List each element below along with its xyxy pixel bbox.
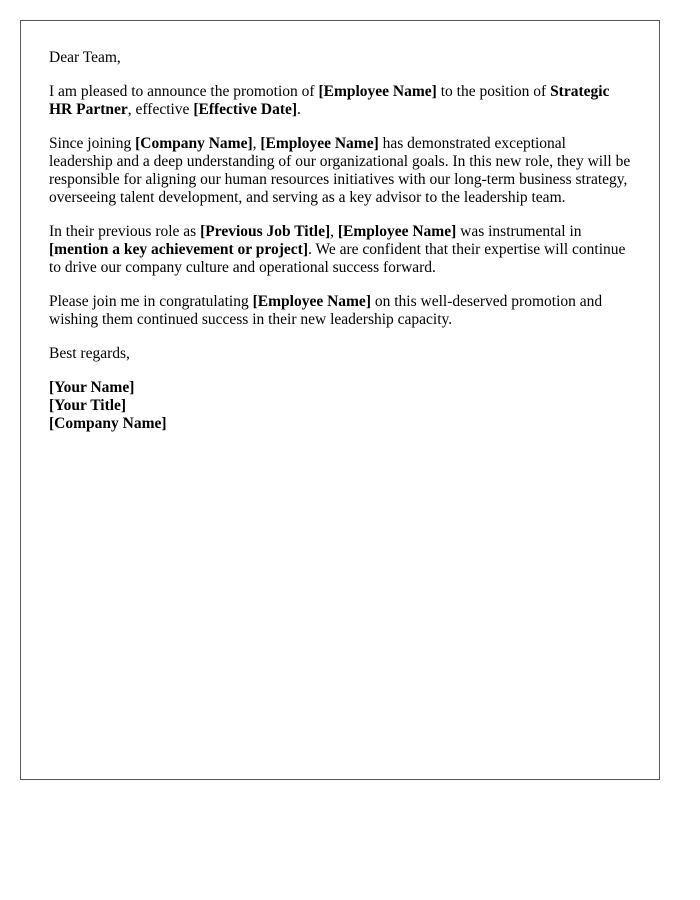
signature-block — [49, 379, 631, 433]
congrats-text-2: on this well-deserved promotion and wishing them continued success in their new leadership capacity. — [49, 293, 603, 328]
announcement-text-1: I am pleased to announce the promotion of — [49, 83, 319, 100]
paragraph-announcement — [49, 83, 631, 119]
previous-text-4: . We are confident that their expertise will continue to drive our company culture and operational success forward. — [49, 241, 626, 276]
effective-date-placeholder: [Effective Date] — [193, 101, 298, 118]
previous-text-1: In their previous role as — [49, 223, 201, 240]
announcement-text-4: . — [297, 101, 301, 118]
congrats-text-1: Please join me in congratulating — [49, 293, 253, 310]
signature-name: [Your Name] — [49, 379, 135, 396]
role-text-3: has demonstrated exceptional leadership and a deep understanding of our organizational goals. In this new role, they will be responsible for aligning our human resources initiatives with our long-term business strategy, overseeing talent development, and serving as a key advisor to the leadership team. — [49, 135, 631, 206]
role-text-1: Since joining — [49, 135, 136, 152]
closing: Best regards, — [49, 345, 130, 362]
signature-company: [Company Name] — [49, 415, 167, 432]
paragraph-previous-role — [49, 223, 631, 277]
company-name-placeholder: [Company Name] — [135, 135, 253, 152]
paragraph-role — [49, 135, 631, 207]
letter — [20, 20, 660, 780]
previous-job-title-placeholder: [Previous Job Title] — [200, 223, 331, 240]
announcement-text-3: , effective — [127, 101, 194, 118]
previous-text-3: was instrumental in — [456, 223, 582, 240]
employee-name-placeholder: [Employee Name] — [252, 293, 371, 310]
paragraph-congratulations — [49, 293, 631, 329]
position-title: Strategic HR Partner — [49, 83, 610, 118]
signature-title: [Your Title] — [49, 397, 127, 414]
employee-name-placeholder: [Employee Name] — [337, 223, 457, 240]
announcement-text-2: to the position of — [436, 83, 551, 100]
role-text-2: , — [252, 135, 261, 152]
greeting: Dear Team, — [49, 49, 121, 66]
employee-name-placeholder: [Employee Name] — [260, 135, 379, 152]
achievement-placeholder: [mention a key achievement or project] — [49, 241, 308, 258]
previous-text-2: , — [330, 223, 338, 240]
employee-name-placeholder: [Employee Name] — [318, 83, 437, 100]
